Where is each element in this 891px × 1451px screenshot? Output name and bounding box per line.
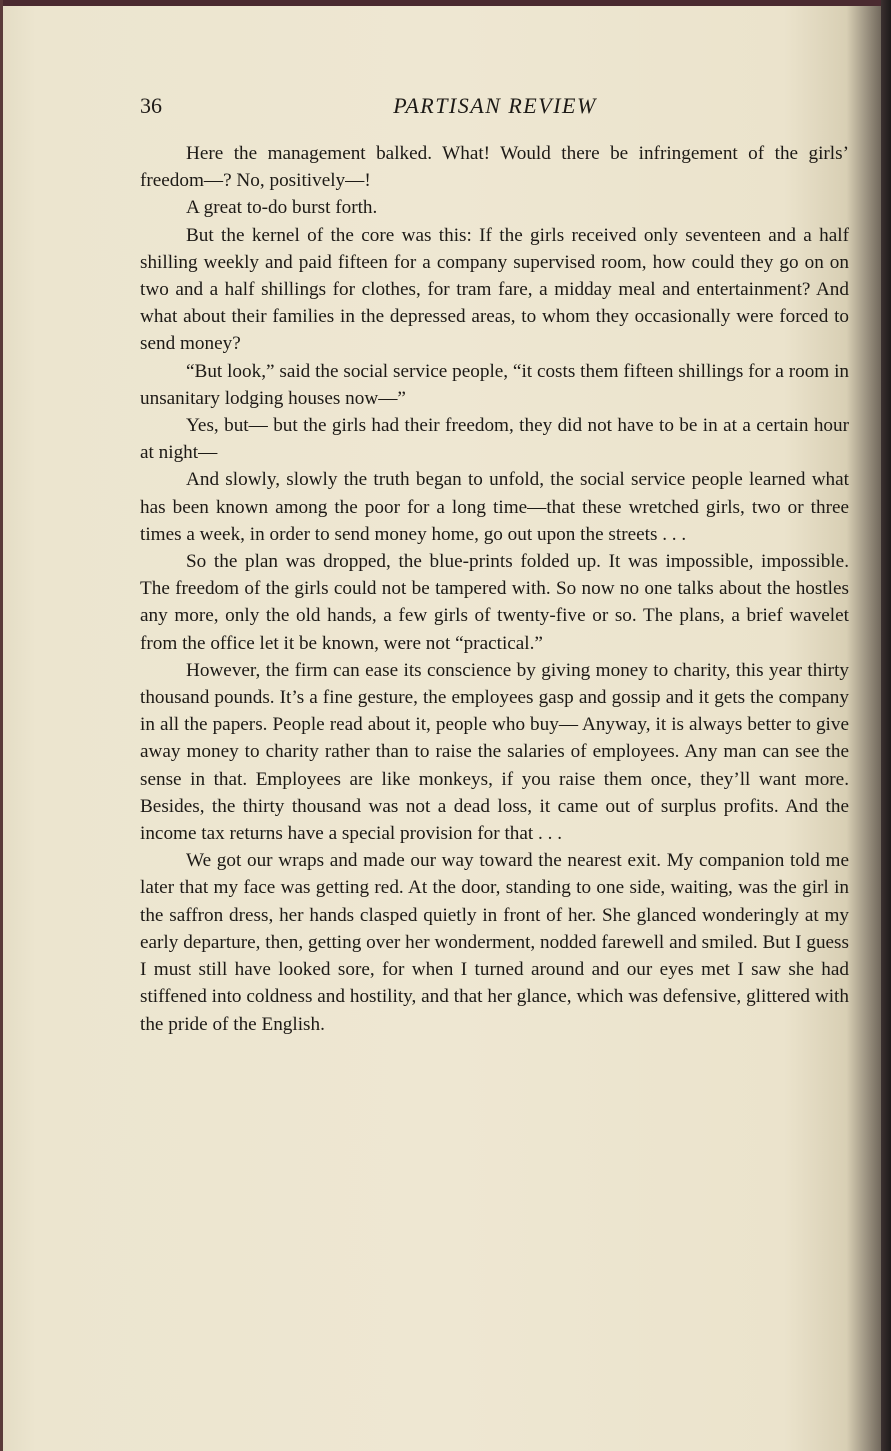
paragraph: A great to-do burst forth. [186,197,378,219]
paragraph: Yes, but— but the girls had their freedom, they did not have to be in at a certain hour at night— [140,415,849,464]
paragraph: But the kernel of the core was this: If the girls received only seventeen and a half shilling weekly and paid fifteen for a company supervised room, how could they go on on two and a half shillings for clothes, for tram fare, a midday meal and entertainment? And what about their families in the depressed areas, to whom they occasionally were forced to send money? [140,224,849,355]
book-spine-shadow [881,0,891,1451]
page-left-edge [0,0,3,1451]
running-head-title: PARTISAN REVIEW [393,93,597,118]
paragraph: So the plan was dropped, the blue-prints folded up. It was impossible, impossible. The freedom of the girls could not be tampered with. So now no one talks about the hostles any more, only the old hands, a few girls of twenty-five or so. The plans, a brief wavelet from the office let it be known, were not “practical.” [140,551,849,654]
page-header [140,93,850,123]
body-text [140,140,849,1038]
paragraph: Here the management balked. What! Would there be infringement of the girls’ freedom—? No, positively—! [140,143,849,192]
page-top-edge [0,0,891,6]
paragraph: And slowly, slowly the truth began to unfold, the social service people learned what has been known among the poor for a long time—that these wretched girls, two or three times a week, in order to send money home, go out upon the streets . . . [140,469,849,545]
paragraph: However, the firm can ease its conscience by giving money to charity, this year thirty thousand pounds. It’s a fine gesture, the employees gasp and gossip and it gets the company in all the papers. People read about it, people who buy— Anyway, it is always better to give away money to charity rather than to raise the salaries of employees. Any man can see the sense in that. Employees are like monkeys, if you raise them once, they’ll want more. Besides, the thirty thousand was not a dead loss, it came out of surplus profits. And the income tax returns have a special provision for that . . . [140,659,849,845]
page-number: 36 [140,93,162,118]
paragraph: “But look,” said the social service people, “it costs them fifteen shillings for a room in unsanitary lodging houses now—” [140,360,849,409]
paragraph: We got our wraps and made our way toward the nearest exit. My companion told me later that my face was getting red. At the door, standing to one side, waiting, was the girl in the saffron dress, her hands clasped quietly in front of her. She glanced wonderingly at my early departure, then, getting over her wonderment, nodded farewell and smiled. But I guess I must still have looked sore, for when I turned around and our eyes met I saw she had stiffened into coldness and hostility, and that her glance, which was defensive, glittered with the pride of the English. [140,850,849,1035]
